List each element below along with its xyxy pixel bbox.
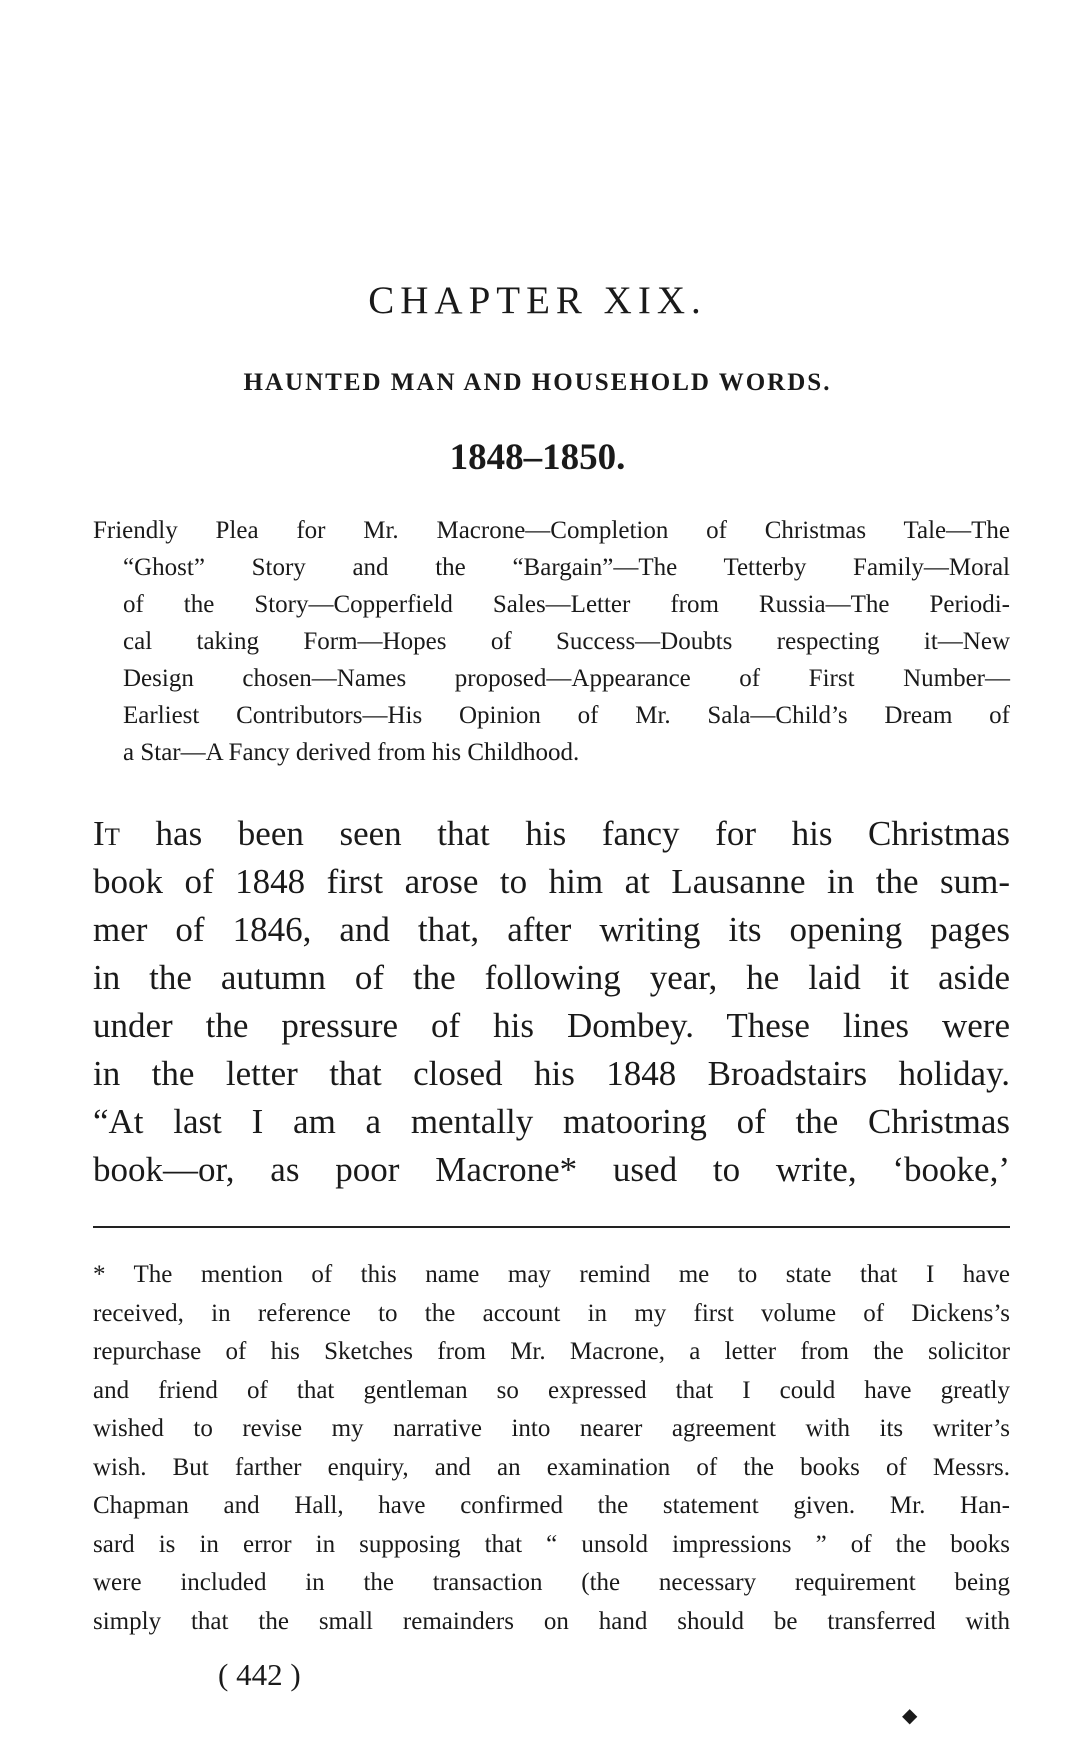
synopsis-line: cal taking Form—Hopes of Success—Doubts respecting it—New [123,628,1010,655]
synopsis-line: of the Story—Copperfield Sales—Letter from Russia—The Periodi- [123,591,1010,618]
chapter-heading: CHAPTER XIX. [368,279,707,322]
printer-mark-icon: ◆ [902,1705,918,1727]
body-line: in the autumn of the following year, he laid it aside [93,958,1010,997]
footnote-line: repurchase of his Sketches from Mr. Macrone, a letter from the solicitor [93,1338,1010,1365]
chapter-years: 1848–1850. [449,437,626,478]
body-line: mer of 1846, and that, after writing its opening pages [93,910,1010,949]
drop-cap-word: It [93,814,120,853]
footnote-line: Chapman and Hall, have confirmed the statement given. Mr. Han- [93,1492,1010,1519]
body-line-text: has been seen that his fancy for his Christmas [119,814,1010,853]
body-line: book—or, as poor Macrone* used to write, ‘booke,’ [93,1150,1010,1189]
page-number: ( 442 ) [218,1657,301,1692]
synopsis-line: “Ghost” Story and the “Bargain”—The Tetterby Family—Moral [123,554,1010,581]
body-text [93,810,1010,1194]
synopsis-line: Friendly Plea for Mr. Macrone—Completion of Christmas Tale—The [93,517,1010,544]
body-line: “At last I am a mentally matooring of the Christmas [93,1102,1010,1141]
footnote-rule [93,1226,1010,1228]
body-line [93,810,1010,858]
footnote-line: simply that the small remainders on hand should be transferred with [93,1607,1010,1635]
footnote-line: wished to revise my narrative into nearer agreement with its writer’s [93,1415,1010,1442]
footnote-line: * The mention of this name may remind me to state that I have [93,1261,1010,1288]
footnote-line: and friend of that gentleman so expressed that I could have greatly [93,1376,1010,1404]
footnote-line: received, in reference to the account in my first volume of Dickens’s [93,1299,1010,1327]
body-line: book of 1848 first arose to him at Lausanne in the sum- [93,862,1010,901]
footnote-line: wish. But farther enquiry, and an examination of the books of Messrs. [93,1453,1010,1481]
footnote [93,1256,1010,1641]
chapter-synopsis [93,512,1010,771]
body-line: under the pressure of his Dombey. These lines were [93,1006,1010,1045]
body-line: in the letter that closed his 1848 Broadstairs holiday. [93,1054,1010,1093]
synopsis-line: Earliest Contributors—His Opinion of Mr. Sala—Child’s Dream of [123,702,1010,729]
footnote-line: were included in the transaction (the necessary requirement being [93,1569,1010,1596]
footnote-line: sard is in error in supposing that “ unsold impressions ” of the books [93,1530,1010,1558]
synopsis-line: a Star—A Fancy derived from his Childhood. [123,739,580,766]
chapter-subtitle: HAUNTED MAN AND HOUSEHOLD WORDS. [243,369,832,396]
synopsis-line: Design chosen—Names proposed—Appearance of First Number— [123,665,1010,692]
